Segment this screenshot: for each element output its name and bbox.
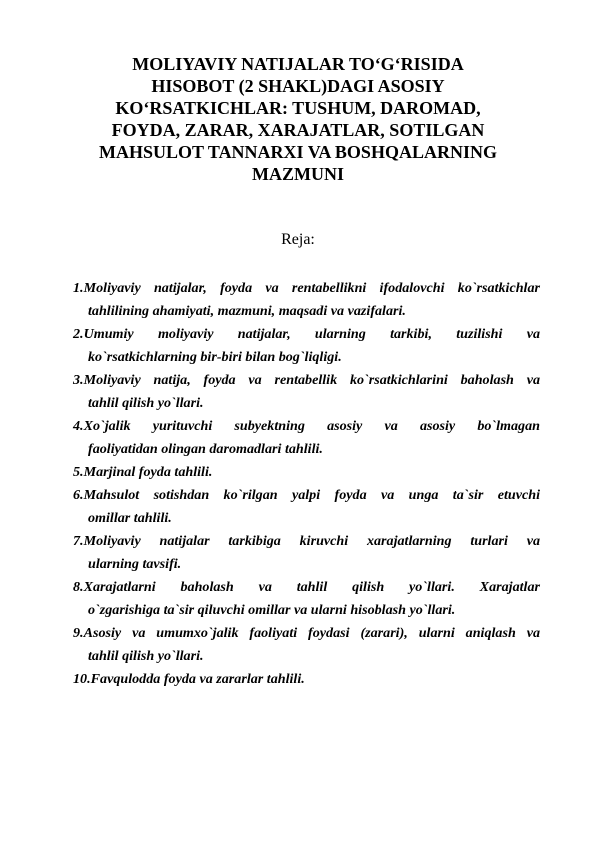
item-number: 9. bbox=[73, 625, 84, 641]
list-item bbox=[73, 484, 540, 530]
item-number: 7. bbox=[73, 533, 84, 549]
title-line: FOYDA, ZARAR, XARAJATLAR, SOTILGAN bbox=[111, 120, 485, 140]
item-text-line1: Asosiy va umumxo`jalik faoliyati foydasi (zarari), ularni aniqlash va bbox=[83, 625, 540, 641]
item-text-line1: Moliyaviy natijalar, foyda va rentabellikni ifodalovchi ko`rsatkichlar bbox=[83, 280, 540, 296]
item-text-line1: Umumiy moliyaviy natijalar, ularning tarkibi, tuzilishi va bbox=[83, 326, 540, 342]
item-number: 4. bbox=[73, 418, 84, 434]
item-text-line2: tahlil qilish yo`llari. bbox=[88, 648, 204, 664]
item-text-line1: Favqulodda foyda va zararlar tahlili. bbox=[90, 671, 305, 687]
title-line: MAZMUNI bbox=[252, 164, 344, 184]
title-line: MAHSULOT TANNARXI VA BOSHQALARNING bbox=[99, 142, 497, 162]
list-item bbox=[73, 622, 540, 668]
list-item bbox=[73, 415, 540, 461]
list-item bbox=[73, 530, 540, 576]
item-text-line2: tahlil qilish yo`llari. bbox=[88, 395, 204, 411]
item-number: 1. bbox=[73, 280, 84, 296]
item-text-line1: Mahsulot sotishdan ko`rilgan yalpi foyda va unga ta`sir etuvchi bbox=[83, 487, 540, 503]
item-text-line1: Marjinal foyda tahlili. bbox=[83, 464, 213, 480]
item-text-line2: faoliyatidan olingan daromadlari tahlili. bbox=[88, 441, 323, 457]
list-item bbox=[73, 277, 540, 323]
title-line: MOLIYAVIY NATIJALAR TO‘G‘RISIDA bbox=[132, 54, 464, 74]
item-number: 2. bbox=[73, 326, 84, 342]
item-text-line1: Moliyaviy natijalar tarkibiga kiruvchi xarajatlarning turlari va bbox=[83, 533, 540, 549]
item-text-line2: tahlilining ahamiyati, mazmuni, maqsadi va vazifalari. bbox=[88, 303, 406, 319]
item-text-line2: ularning tavsifi. bbox=[88, 556, 182, 572]
item-text-line1: Moliyaviy natija, foyda va rentabellik ko`rsatkichlarini baholash va bbox=[83, 372, 540, 388]
plan-heading: Reja: bbox=[281, 231, 315, 248]
list-item bbox=[73, 323, 540, 369]
item-text-line2: omillar tahlili. bbox=[88, 510, 172, 526]
item-number: 10. bbox=[73, 671, 91, 687]
item-number: 3. bbox=[73, 372, 84, 388]
item-text-line2: ko`rsatkichlarning bir-biri bilan bog`liqligi. bbox=[88, 349, 342, 365]
title-line: HISOBOT (2 SHAKL)DAGI ASOSIY bbox=[151, 76, 445, 96]
document-title bbox=[60, 53, 536, 185]
list-item bbox=[73, 576, 540, 622]
list-item bbox=[73, 369, 540, 415]
item-number: 5. bbox=[73, 464, 84, 480]
item-text-line1: Xo`jalik yurituvchi subyektning asosiy va asosiy bo`lmagan bbox=[83, 418, 540, 434]
item-number: 8. bbox=[73, 579, 84, 595]
item-text-line1: Xarajatlarni baholash va tahlil qilish yo`llari. Xarajatlar bbox=[83, 579, 540, 595]
item-number: 6. bbox=[73, 487, 84, 503]
list-item bbox=[73, 668, 540, 691]
plan-list bbox=[73, 277, 540, 691]
title-line: KO‘RSATKICHLAR: TUSHUM, DAROMAD, bbox=[115, 98, 481, 118]
list-item bbox=[73, 461, 540, 484]
item-text-line2: o`zgarishiga ta`sir qiluvchi omillar va ularni hisoblash yo`llari. bbox=[88, 602, 456, 618]
